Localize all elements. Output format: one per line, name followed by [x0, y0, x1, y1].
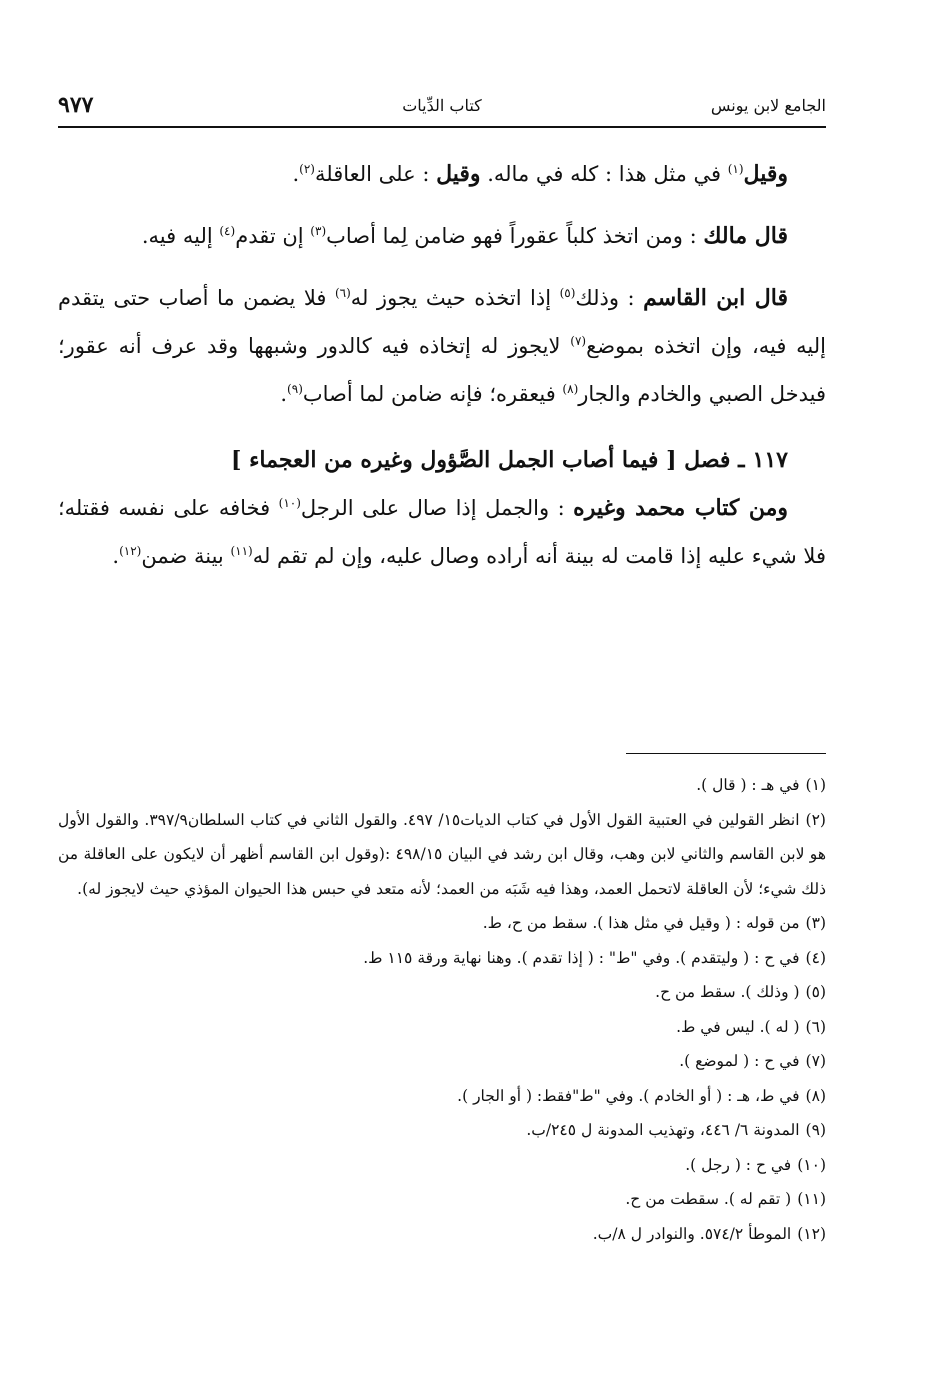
paragraph-2	[58, 212, 826, 260]
footnote-ref: (٢)	[299, 162, 315, 176]
footnote-ref: (٣)	[310, 224, 327, 238]
paragraph-text: إليه فيه.	[141, 224, 220, 248]
footnote-separator	[626, 753, 826, 754]
footnote-number: (١٢)	[797, 1224, 826, 1243]
paragraph-text: بينة ضمن	[141, 544, 231, 568]
footnote-ref: (٧)	[570, 334, 587, 348]
footnote-item	[58, 906, 826, 941]
footnote-item	[58, 768, 826, 803]
footnote-number: (٣)	[805, 914, 826, 932]
footnote-text: من قوله : ( وقيل في مثل هذا ). سقط من ح، ط.	[482, 914, 800, 932]
speaker-label: وقيل	[743, 161, 788, 187]
paragraph-text: إن تقدم	[235, 224, 311, 248]
footnote-text: في ح : ( رجل ).	[685, 1155, 792, 1174]
footnote-item	[58, 1113, 826, 1148]
chapter-title: كتاب الدِّيات	[402, 96, 482, 115]
footnotes	[58, 768, 826, 1251]
paragraph-text: إذا اتخذه حيث يجوز له	[350, 286, 560, 310]
footnote-number: (٢)	[805, 810, 826, 829]
footnote-number: (٧)	[805, 1052, 826, 1070]
paragraph-text: في مثل هذا : كله في ماله.	[480, 162, 728, 186]
footnote-number: (٩)	[805, 1121, 826, 1139]
footnote-item	[58, 1148, 826, 1183]
paragraph-1	[58, 150, 826, 198]
footnote-item	[58, 1044, 826, 1079]
paragraph-4	[58, 484, 826, 580]
footnote-ref: (٥)	[559, 286, 576, 300]
paragraph-text: : على العاقلة	[314, 162, 437, 186]
footnote-ref: (٨)	[562, 382, 579, 396]
footnote-item	[58, 1217, 826, 1252]
footnote-number: (٦)	[805, 1017, 826, 1036]
footnote-text: في ح : ( لموضع ).	[679, 1052, 800, 1070]
paragraph-end: .	[112, 544, 120, 568]
footnote-number: (٨)	[805, 1086, 826, 1105]
footnote-number: (١٠)	[797, 1155, 826, 1174]
section-title: ـ فصل [ فيما أصاب الجمل الصَّؤول وغيره من العجماء ]	[231, 447, 745, 473]
speaker-label: قال مالك	[703, 223, 788, 249]
paragraph-text: فخافه على نفسه فقتله؛ فلا شيء عليه إذا قامت له بينة أنه أراده وصال عليه، وإن لم تقم له	[58, 496, 826, 568]
paragraph-end: .	[292, 162, 300, 186]
footnote-item	[58, 1079, 826, 1114]
section-number: ١١٧	[752, 447, 788, 473]
footnote-number: (١)	[805, 776, 826, 794]
footnote-ref: (٩)	[287, 382, 303, 396]
paragraph-text: فيعقره؛ فإنه ضامن لما أصاب	[302, 382, 563, 406]
paragraph-end: .	[280, 382, 288, 406]
footnote-item	[58, 1182, 826, 1217]
page-header	[58, 92, 826, 124]
footnote-ref: (١١)	[230, 544, 253, 558]
footnote-text: في هـ : ( قال ).	[696, 776, 800, 794]
footnote-number: (٥)	[805, 983, 826, 1001]
footnote-item	[58, 1010, 826, 1045]
speaker-label: قال ابن القاسم	[643, 285, 788, 311]
footnote-text: انظر القولين في العتبية القول الأول في كتاب الديات١٥/ ٤٩٧. والقول الثاني في كتاب السلطان٣٩٧/٩. والقول الأول هو لابن القاسم والثاني لابن وهب، وقال ابن رشد في البيان ٤٩٨/١٥ :(وقول ابن القاسم أظهر أن لايكون على العاقلة من ذلك شيء؛ لأن العاقلة لاتحمل العمد، وهذا فيه شَبَه من العمد؛ لأنه متعد في حبس هذا الحيوان المؤذي حيث لايجوز له).	[58, 810, 826, 898]
footnote-text: ( وذلك ). سقط من ح.	[655, 983, 800, 1001]
speaker-label: وقيل	[436, 161, 481, 187]
footnote-ref: (١)	[727, 162, 744, 176]
footnote-ref: (٤)	[219, 224, 236, 238]
main-text	[58, 150, 826, 580]
speaker-label: ومن كتاب محمد وغيره	[573, 495, 788, 521]
footnote-number: (١١)	[797, 1190, 826, 1208]
footnote-item	[58, 975, 826, 1010]
footnote-text: المدونة ٦/ ٤٤٦، وتهذيب المدونة ل ٢٤٥/ب.	[526, 1121, 800, 1139]
running-title: الجامع لابن يونس	[710, 96, 826, 115]
paragraph-3	[58, 274, 826, 418]
footnote-text: في ط، هـ : ( أو الخادم ). وفي "ط"فقط: ( أو الجار ).	[457, 1086, 800, 1105]
paragraph-text: فلا يضمن ما أصاب حتى يتقدم إليه فيه، وإن اتخذه بموضع	[58, 286, 826, 358]
footnote-number: (٤)	[805, 948, 826, 967]
page-number: ٩٧٧	[58, 92, 94, 118]
footnote-ref: (١٢)	[119, 544, 142, 558]
footnote-ref: (١٠)	[278, 496, 301, 510]
paragraph-text: : والجمل إذا صال على الرجل	[300, 496, 574, 520]
paragraph-text: : وذلك	[575, 286, 644, 310]
section-heading	[58, 436, 826, 484]
paragraph-text: : ومن اتخذ كلباً عقوراً فهو ضامن لِما أصاب	[326, 224, 704, 248]
footnote-ref: (٦)	[334, 286, 351, 300]
footnote-item	[58, 941, 826, 976]
footnote-text: في ح : ( وليتقدم ). وفي "ط" : ( إذا تقدم ). وهنا نهاية ورقة ١١٥ ط.	[363, 948, 800, 967]
footnote-text: ( تقم له ). سقطت من ح.	[625, 1190, 792, 1208]
footnote-item	[58, 803, 826, 907]
header-rule	[58, 126, 826, 128]
footnote-text: الموطأ ٥٧٤/٢. والنوادر ل ٨/ب.	[592, 1224, 792, 1243]
paragraph-text: لايجوز له إتخاذه فيه كالدور وشبهها وقد عرف أنه عقور؛ فيدخل الصبي والخادم والجار	[58, 334, 826, 406]
footnote-text: ( له ). ليس في ط.	[676, 1017, 800, 1036]
